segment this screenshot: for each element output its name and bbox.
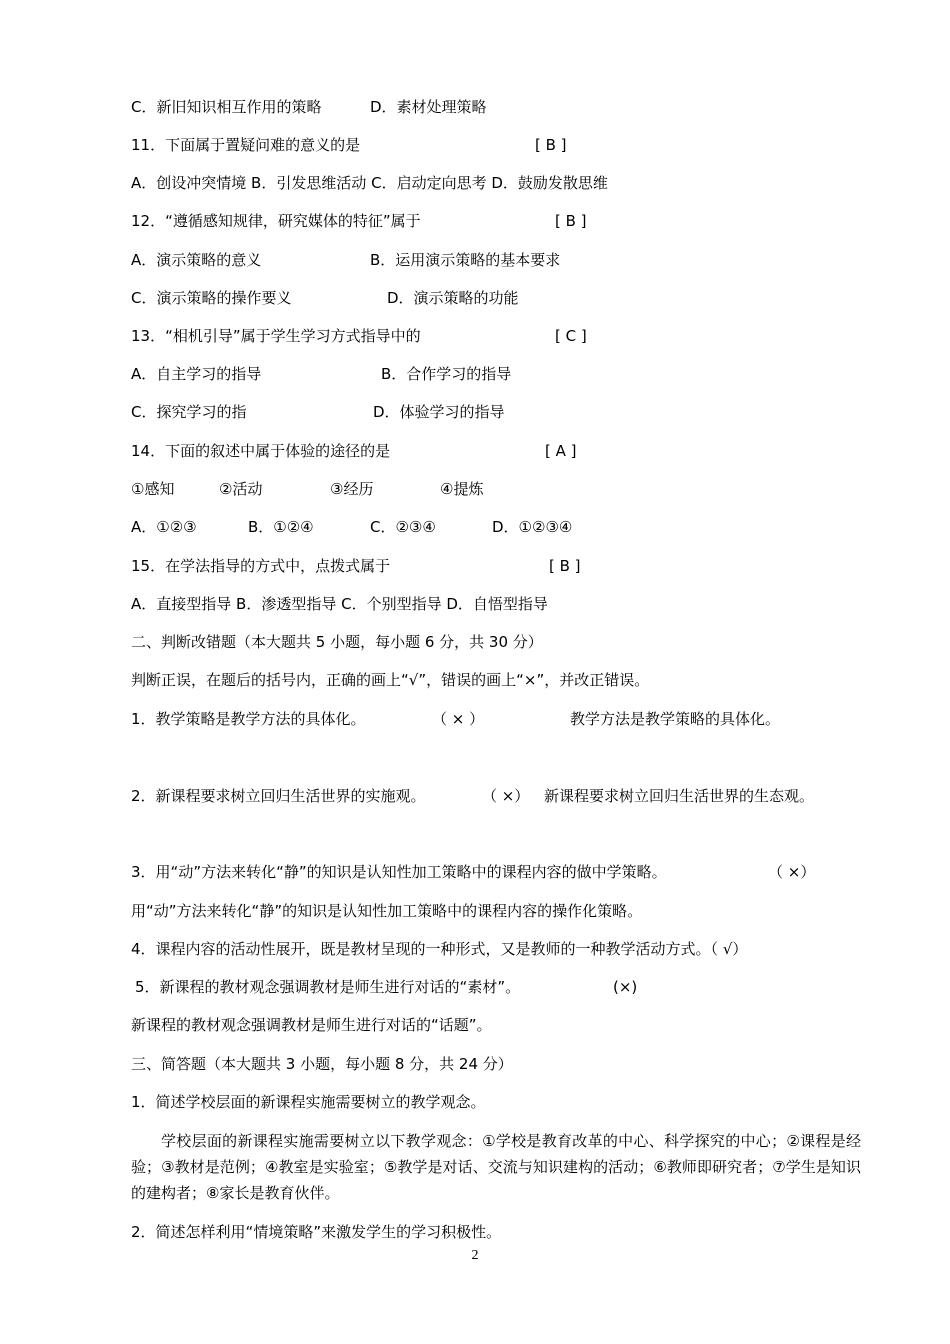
section-heading: 三、简答题（本大题共 3 小题，每小题 8 分，共 24 分） (131, 1055, 513, 1073)
judge-item-3: 3．用“动”方法来转化“静”的知识是认知性加工策略中的课程内容的做中学策略。 (131, 863, 667, 881)
option-line: C．新旧知识相互作用的策略 (131, 98, 322, 116)
option-line: D．体验学习的指导 (373, 403, 505, 421)
judge-mark: （ ×） (482, 787, 530, 805)
answer-bracket: [ B ] (535, 136, 567, 154)
question-15: 15．在学法指导的方式中，点拨式属于 (131, 557, 391, 575)
question-12: 12．“遵循感知规律，研究媒体的特征”属于 (131, 212, 421, 230)
short-answer-response-1: 学校层面的新课程实施需要树立以下教学观念：①学校是教育改革的中心、科学探究的中心；②课程是经验；③教材是范例；④教室是实验室；⑤教学是对话、交流与知识建构的活动；⑥教师即研究者；⑦学生是知识的建构者；⑧家长是教育伙伴。 (131, 1132, 861, 1202)
item-line: ④提炼 (440, 480, 484, 498)
option-line: B．①②④ (248, 518, 314, 536)
option-line: D．素材处理策略 (370, 98, 487, 116)
item-line: ③经历 (330, 480, 374, 498)
answer-bracket: [ A ] (545, 442, 577, 460)
option-line: C．②③④ (370, 518, 436, 536)
option-line: B．合作学习的指导 (381, 365, 512, 383)
short-answer-question-2: 2．简述怎样利用“情境策略”来激发学生的学习积极性。 (131, 1223, 502, 1241)
option-line: C．探究学习的指 (131, 403, 247, 421)
option-line: B．运用演示策略的基本要求 (370, 251, 561, 269)
section-instruction: 判断正误，在题后的括号内，正确的画上“√”，错误的画上“×”，并改正错误。 (131, 671, 650, 689)
judge-mark: （ × ） (432, 710, 485, 728)
judge-correction: 新课程的教材观念强调教材是师生进行对话的“话题”。 (131, 1016, 492, 1034)
option-line: D．①②③④ (492, 518, 573, 536)
question-14: 14．下面的叙述中属于体验的途径的是 (131, 442, 391, 460)
option-line: C．演示策略的操作要义 (131, 289, 292, 307)
judge-mark: (×) (613, 978, 638, 996)
option-line: A．①②③ (131, 518, 197, 536)
option-line: A．直接型指导 B．渗透型指导 C．个别型指导 D．自悟型指导 (131, 595, 548, 613)
page-number: 2 (471, 1248, 479, 1263)
judge-item-1: 1．教学策略是教学方法的具体化。 (131, 710, 366, 728)
option-line: A．演示策略的意义 (131, 251, 262, 269)
answer-bracket: [ C ] (555, 327, 587, 345)
judge-correction: 教学方法是教学策略的具体化。 (570, 710, 781, 728)
judge-item-2: 2．新课程要求树立回归生活世界的实施观。 (131, 787, 426, 805)
option-line: A．自主学习的指导 (131, 365, 262, 383)
item-line: ②活动 (219, 480, 263, 498)
answer-bracket: [ B ] (549, 557, 581, 575)
judge-correction: 用“动”方法来转化“静”的知识是认知性加工策略中的课程内容的操作化策略。 (131, 902, 643, 920)
question-13: 13．“相机引导”属于学生学习方式指导中的 (131, 327, 421, 345)
option-line: A．创设冲突情境 B．引发思维活动 C．启动定向思考 D．鼓励发散思维 (131, 174, 608, 192)
judge-item-4: 4．课程内容的活动性展开，既是教材呈现的一种形式，又是教师的一种教学活动方式。（ √） (131, 940, 748, 958)
answer-bracket: [ B ] (555, 212, 587, 230)
section-heading: 二、判断改错题（本大题共 5 小题，每小题 6 分，共 30 分） (131, 633, 543, 651)
judge-mark: （ ×） (768, 863, 816, 881)
short-answer-question-1: 1．简述学校层面的新课程实施需要树立的教学观念。 (131, 1093, 486, 1111)
question-11: 11．下面属于置疑问难的意义的是 (131, 136, 361, 154)
option-line: D．演示策略的功能 (387, 289, 519, 307)
item-line: ①感知 (131, 480, 175, 498)
judge-item-5: 5．新课程的教材观念强调教材是师生进行对话的“素材”。 (135, 978, 521, 996)
judge-correction: 新课程要求树立回归生活世界的生态观。 (544, 787, 815, 805)
